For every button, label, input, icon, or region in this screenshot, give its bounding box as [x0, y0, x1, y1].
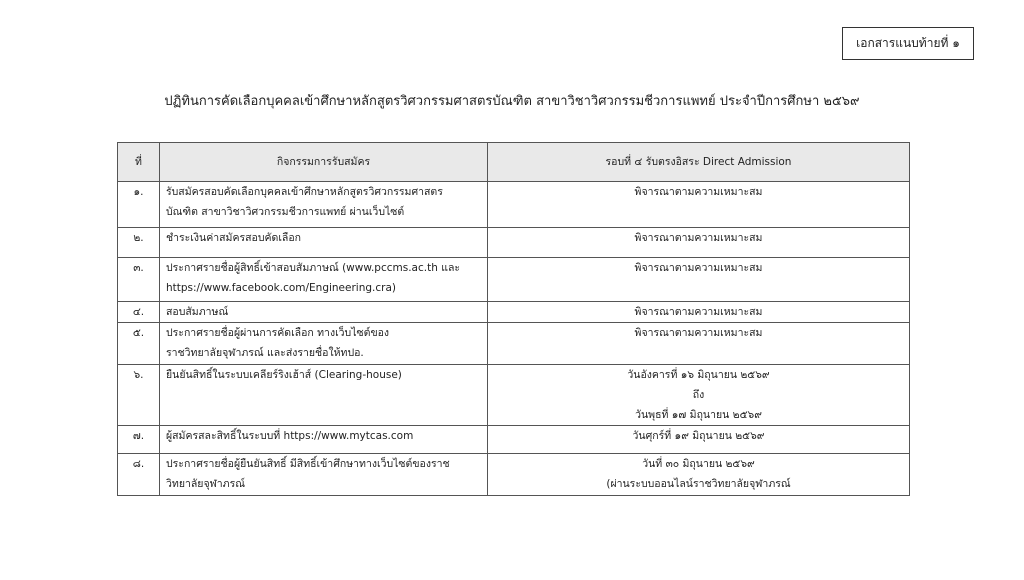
row-number: ๒.	[118, 228, 160, 258]
table-row	[118, 454, 910, 496]
row-schedule	[488, 228, 910, 258]
row-activity	[160, 228, 488, 258]
activity-line: ผู้สมัครสละสิทธิ์ในระบบที่ https://www.mytcas.com	[166, 430, 414, 442]
table-row	[118, 228, 910, 258]
row-number: ๓.	[118, 258, 160, 302]
table-row	[118, 182, 910, 228]
row-activity	[160, 454, 488, 496]
attachment-label: เอกสารแนบท้ายที่ ๑	[856, 36, 960, 50]
row-activity	[160, 323, 488, 365]
activity-line: สอบสัมภาษณ์	[166, 306, 229, 318]
activity-line: ยืนยันสิทธิ์ในระบบเคลียร์ริงเฮ้าส์ (Clearing-house)	[166, 369, 402, 381]
row-schedule	[488, 426, 910, 454]
schedule-line: พิจารณาตามความเหมาะสม	[634, 306, 763, 318]
admission-schedule-table	[117, 142, 910, 496]
row-activity	[160, 426, 488, 454]
row-activity	[160, 302, 488, 323]
activity-line: ประกาศรายชื่อผู้ผ่านการคัดเลือก ทางเว็บไซต์ของ	[166, 327, 390, 339]
row-activity	[160, 182, 488, 228]
table-header-row	[118, 143, 910, 182]
row-number: ๖.	[118, 365, 160, 426]
activity-line: https://www.facebook.com/Engineering.cra)	[166, 282, 396, 294]
schedule-line: พิจารณาตามความเหมาะสม	[634, 186, 763, 198]
table-row	[118, 365, 910, 426]
schedule-line: วันพุธที่ ๑๗ มิถุนายน ๒๕๖๙	[635, 409, 762, 421]
activity-line: ชำระเงินค่าสมัครสอบคัดเลือก	[166, 232, 302, 244]
row-schedule	[488, 182, 910, 228]
document-title: ปฏิทินการคัดเลือกบุคคลเข้าศึกษาหลักสูตรวิศวกรรมศาสตรบัณฑิต สาขาวิชาวิศวกรรมชีวการแพทย์ ประจำปีการศึกษา ๒๕๖๙	[164, 94, 860, 109]
schedule-line: พิจารณาตามความเหมาะสม	[634, 262, 763, 274]
header-no: ที่	[118, 143, 160, 182]
table-row	[118, 302, 910, 323]
row-activity	[160, 258, 488, 302]
row-schedule	[488, 258, 910, 302]
row-schedule	[488, 365, 910, 426]
row-schedule	[488, 302, 910, 323]
schedule-line: พิจารณาตามความเหมาะสม	[634, 327, 763, 339]
row-number: ๕.	[118, 323, 160, 365]
row-number: ๗.	[118, 426, 160, 454]
header-round: รอบที่ ๔ รับตรงอิสระ Direct Admission	[488, 143, 910, 182]
table-row	[118, 323, 910, 365]
schedule-line: วันศุกร์ที่ ๑๙ มิถุนายน ๒๕๖๙	[632, 430, 765, 442]
activity-line: ประกาศรายชื่อผู้สิทธิ์เข้าสอบสัมภาษณ์ (www.pccms.ac.th และ	[166, 262, 461, 274]
schedule-line: (ผ่านระบบออนไลน์ราชวิทยาลัยจุฬาภรณ์	[606, 478, 791, 490]
activity-line: รับสมัครสอบคัดเลือกบุคคลเข้าศึกษาหลักสูตรวิศวกรรมศาสตร	[166, 186, 443, 198]
schedule-line: วันอังคารที่ ๑๖ มิถุนายน ๒๕๖๙	[627, 369, 770, 381]
activity-line: ราชวิทยาลัยจุฬาภรณ์ และส่งรายชื่อให้ทปอ.	[166, 347, 364, 359]
table-row	[118, 258, 910, 302]
activity-line: บัณฑิต สาขาวิชาวิศวกรรมชีวการแพทย์ ผ่านเว็บไซต์	[166, 206, 405, 218]
activity-line: ประกาศรายชื่อผู้ยืนยันสิทธิ์ มีสิทธิ์เข้าศึกษาทางเว็บไซต์ของราช	[166, 458, 450, 470]
schedule-line: วันที่ ๓๐ มิถุนายน ๒๕๖๙	[642, 458, 755, 470]
row-schedule	[488, 323, 910, 365]
schedule-line: ถึง	[692, 389, 705, 401]
activity-line: วิทยาลัยจุฬาภรณ์	[166, 478, 245, 490]
header-activity: กิจกรรมการรับสมัคร	[160, 143, 488, 182]
table-row	[118, 426, 910, 454]
row-activity	[160, 365, 488, 426]
attachment-label-box	[842, 27, 974, 60]
row-schedule	[488, 454, 910, 496]
row-number: ๘.	[118, 454, 160, 496]
schedule-line: พิจารณาตามความเหมาะสม	[634, 232, 763, 244]
row-number: ๔.	[118, 302, 160, 323]
row-number: ๑.	[118, 182, 160, 228]
